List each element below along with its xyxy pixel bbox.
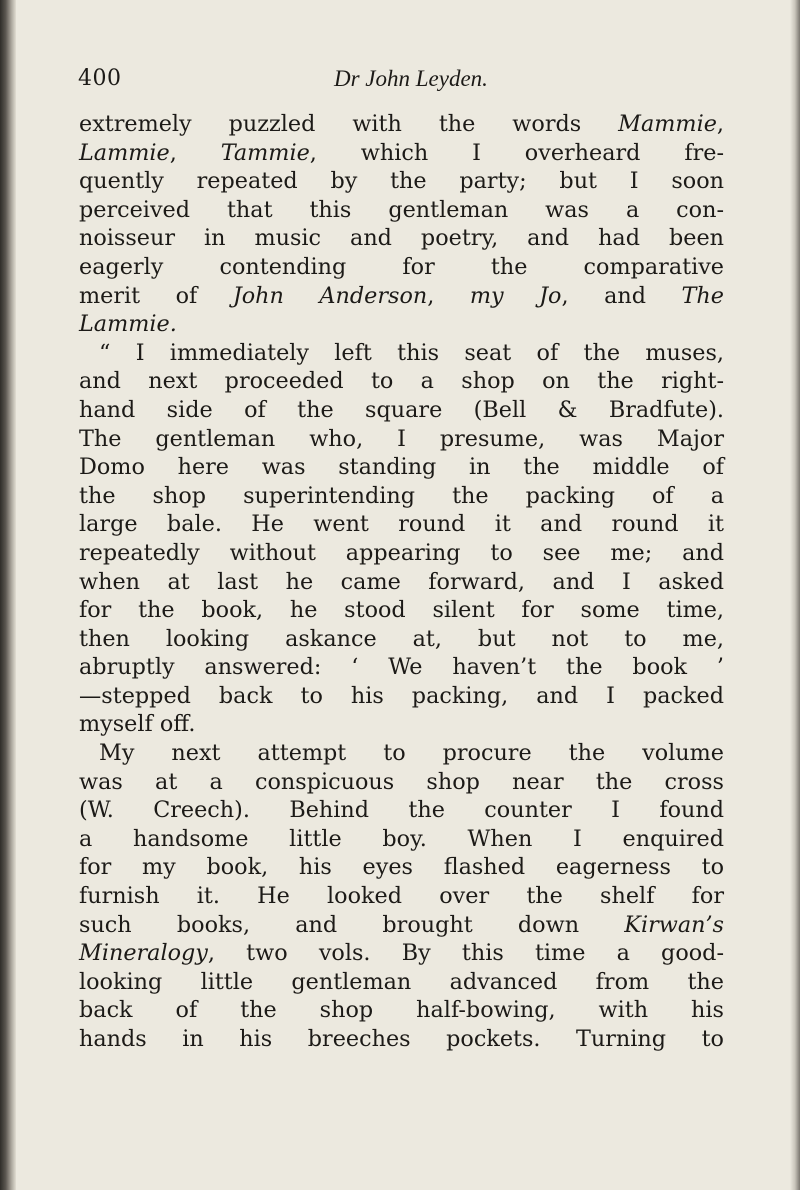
text-line	[79, 367, 724, 396]
text-run: eagerly contending for the comparative	[79, 253, 724, 280]
text-run: perceived that this gentleman was a con-	[79, 196, 724, 223]
page-number: 400	[78, 66, 122, 91]
text-run: , which I overheard fre-	[309, 139, 724, 166]
text-run: for my book, his eyes flashed eagerness to	[79, 854, 724, 881]
text-line	[79, 224, 724, 253]
text-line	[79, 739, 724, 768]
text-run: noisseur in music and poetry, and had been	[79, 225, 724, 252]
text-run: hands in his breeches pockets. Turning to	[79, 1026, 724, 1052]
text-run: , two vols. By this time a good-	[207, 940, 724, 967]
text-run: abruptly answered: ‘ We haven’t the book ’	[79, 654, 724, 681]
text-line	[79, 682, 724, 711]
text-run: —stepped back to his packing, and I packed	[79, 682, 724, 709]
text-line	[79, 339, 724, 368]
text-run: quently repeated by the party; but I soon	[79, 168, 724, 195]
text-line	[79, 625, 724, 654]
text-run: large bale. He went round it and round it	[79, 511, 724, 538]
text-run: then looking askance at, but not to me,	[79, 625, 724, 652]
text-run: furnish it. He looked over the shelf for	[79, 883, 724, 910]
text-run: for the book, he stood silent for some time,	[79, 597, 724, 624]
text-run: hand side of the square (Bell & Bradfute).	[79, 396, 724, 423]
text-line	[79, 939, 724, 968]
text-run: a handsome little boy. When I enquired	[79, 825, 724, 852]
text-run: when at last he came forward, and I asked	[79, 568, 724, 595]
italic-text: Mineralogy	[79, 940, 208, 967]
italic-text: my Jo	[469, 282, 562, 309]
text-line	[79, 1025, 724, 1054]
text-line	[79, 253, 724, 282]
italic-text: Mammie	[618, 111, 717, 137]
text-run: myself off.	[79, 711, 196, 738]
text-line	[79, 110, 724, 139]
text-run: My next attempt to procure the volume	[99, 740, 724, 767]
text-line	[79, 853, 724, 882]
italic-text: Tammie	[220, 139, 310, 166]
italic-text: John Anderson	[232, 282, 428, 309]
text-run: repeatedly without appearing to see me; and	[79, 539, 724, 566]
text-run: such books, and brought down	[79, 911, 625, 938]
text-line	[79, 310, 724, 339]
text-run: , and	[561, 282, 682, 309]
text-run: was at a conspicuous shop near the cross	[79, 768, 724, 795]
text-line	[79, 482, 724, 511]
text-line	[79, 510, 724, 539]
text-line	[79, 796, 724, 825]
italic-text: The	[681, 282, 724, 309]
text-line	[79, 196, 724, 225]
text-line	[79, 911, 724, 940]
text-run: Domo here was standing in the middle of	[79, 454, 724, 481]
text-line	[79, 539, 724, 568]
text-line	[79, 568, 724, 597]
text-line	[79, 396, 724, 425]
text-line	[79, 425, 724, 454]
text-run: ,	[169, 139, 221, 166]
text-run: looking little gentleman advanced from the	[79, 968, 724, 995]
text-line	[79, 282, 724, 311]
text-run: back of the shop half-bowing, with his	[79, 997, 724, 1024]
text-run: and next proceeded to a shop on the right-	[79, 368, 724, 395]
body-text	[79, 110, 724, 1054]
text-line	[79, 167, 724, 196]
text-run: merit of	[79, 282, 233, 309]
text-run: “ I immediately left this seat of the muses,	[99, 339, 724, 366]
text-run: ,	[427, 282, 470, 309]
text-run: (W. Creech). Behind the counter I found	[79, 797, 724, 824]
text-line	[79, 596, 724, 625]
text-line	[79, 968, 724, 997]
text-run: ,	[716, 111, 724, 137]
text-line	[79, 653, 724, 682]
text-line	[79, 825, 724, 854]
text-line	[79, 453, 724, 482]
text-run: extremely puzzled with the words	[79, 111, 619, 137]
text-line	[79, 768, 724, 797]
text-line	[79, 882, 724, 911]
running-head	[72, 66, 740, 96]
text-run: The gentleman who, I presume, was Major	[79, 425, 724, 452]
page-edge-shadow	[790, 0, 800, 1190]
text-line	[79, 710, 724, 739]
text-run: the shop superintending the packing of a	[79, 482, 724, 509]
italic-text: Kirwan’s	[624, 911, 724, 938]
text-line	[79, 139, 724, 168]
running-title: Dr John Leyden.	[334, 66, 488, 91]
page-gutter-shadow	[0, 0, 16, 1190]
italic-text: Lammie.	[79, 311, 177, 338]
text-line	[79, 996, 724, 1025]
italic-text: Lammie	[79, 139, 170, 166]
